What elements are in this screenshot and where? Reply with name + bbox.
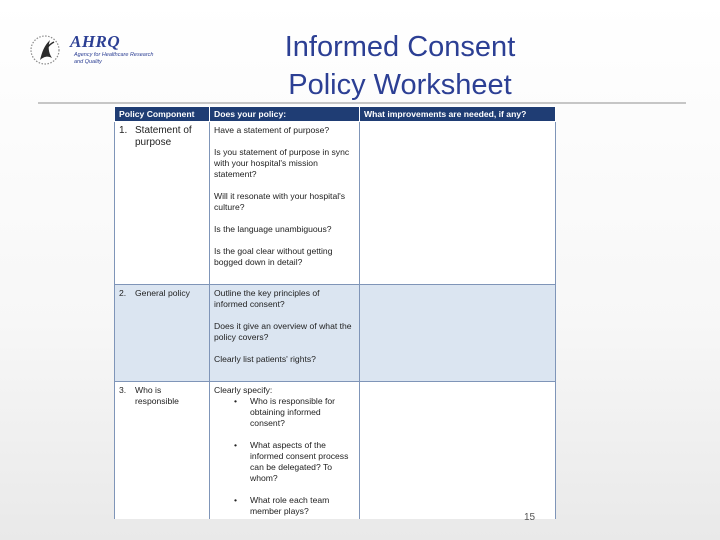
table-header-row xyxy=(115,107,556,122)
ahrq-tagline: Agency for Healthcare Research and Quality xyxy=(74,52,154,65)
specify-intro: Clearly specify: xyxy=(214,385,273,395)
bullet-icon: • xyxy=(234,495,238,505)
question: Is the goal clear without getting bogged down in detail? xyxy=(214,246,333,267)
header-improvements: What improvements are needed, if any? xyxy=(360,107,556,122)
questions-cell xyxy=(210,382,360,520)
component-cell xyxy=(115,285,210,382)
worksheet xyxy=(114,106,556,519)
question: Outline the key principles of informed consent? xyxy=(214,288,320,309)
bullet-icon: • xyxy=(234,396,238,406)
header-does-your-policy: Does your policy: xyxy=(210,107,360,122)
question: Is you statement of purpose in sync with your hospital's mission statement? xyxy=(214,147,350,179)
table-row xyxy=(115,382,556,520)
component-cell xyxy=(115,122,210,285)
title-divider xyxy=(38,102,686,104)
table-row xyxy=(115,285,556,382)
improvements-cell[interactable] xyxy=(360,122,556,285)
page-number: 15 xyxy=(524,512,536,523)
component-name: Statement of purpose xyxy=(135,125,192,148)
question: Is the language unambiguous? xyxy=(214,224,332,234)
component-name: General policy xyxy=(135,288,190,298)
ahrq-logo xyxy=(30,30,154,72)
component-cell xyxy=(115,382,210,520)
questions-cell xyxy=(210,122,360,285)
title-line-1: Informed Consent xyxy=(284,31,516,63)
hhs-eagle-icon xyxy=(30,30,64,70)
row-number: 1. xyxy=(119,125,128,136)
question: Will it resonate with your hospital's culture? xyxy=(214,191,346,212)
component-name: Who is responsible xyxy=(135,385,179,406)
worksheet-table xyxy=(114,106,556,519)
bullet-item: • Who is responsible for obtaining informed consent? xyxy=(234,396,336,428)
header-policy-component: Policy Component xyxy=(115,107,210,122)
bullet-icon: • xyxy=(234,440,238,450)
improvements-cell[interactable] xyxy=(360,285,556,382)
title-line-2: Policy Worksheet xyxy=(288,69,512,101)
slide-title xyxy=(240,28,560,104)
ahrq-wordmark: AHRQ xyxy=(70,32,121,51)
table-row xyxy=(115,122,556,285)
row-number: 2. xyxy=(119,288,127,298)
bullet-item: • What aspects of the informed consent process can be delegated? To whom? xyxy=(234,440,349,483)
improvements-cell[interactable] xyxy=(360,382,556,520)
row-number: 3. xyxy=(119,385,127,395)
question: Have a statement of purpose? xyxy=(214,125,330,135)
questions-cell xyxy=(210,285,360,382)
question: Clearly list patients' rights? xyxy=(214,354,316,364)
question: Does it give an overview of what the policy covers? xyxy=(214,321,352,342)
bullet-item: • What role each team member plays? xyxy=(234,495,330,516)
